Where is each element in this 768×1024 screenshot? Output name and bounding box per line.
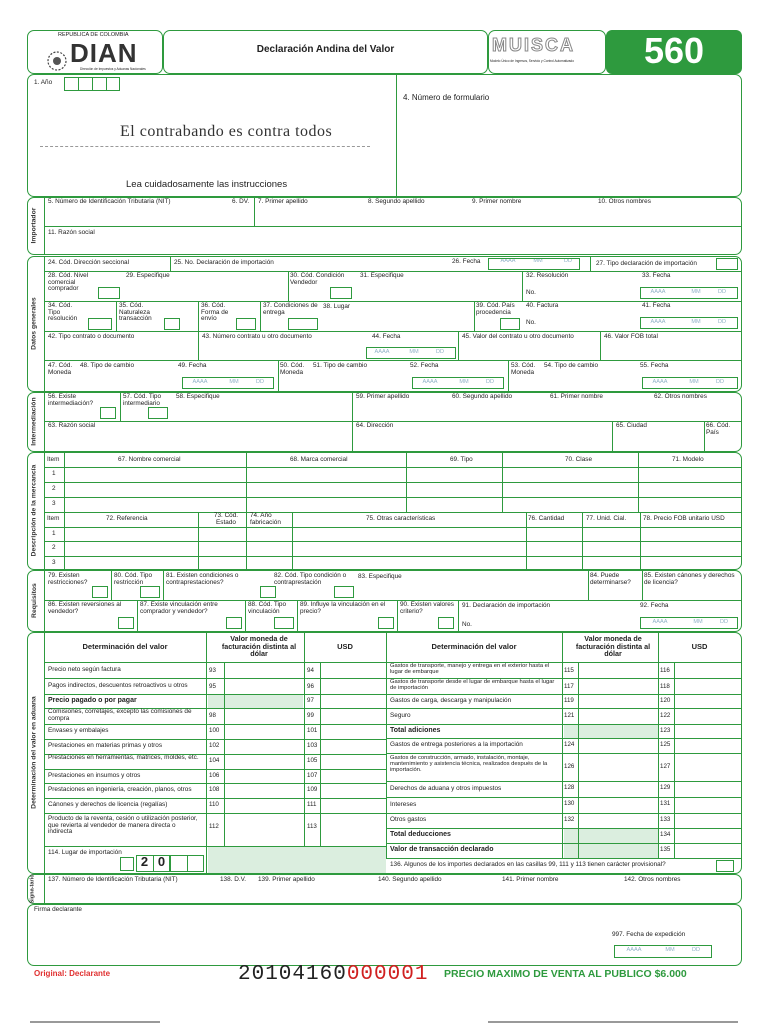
box-num: 98 [209, 712, 216, 719]
field-60-label: 60. Segundo apellido [452, 393, 513, 400]
box-num: 94 [307, 667, 314, 674]
field-27-input[interactable] [716, 258, 738, 270]
box-num: 127 [660, 763, 671, 770]
field-34-input[interactable] [88, 318, 112, 330]
date-997-yyyy: AAAA [626, 947, 642, 953]
val-right-label: Gastos de construcción, armado, instalación, montaje, mantenimiento y asistencia técnica, realizados después de la importación. [390, 755, 548, 774]
field-43-label: 43. Número contrato u otro documento [202, 333, 312, 340]
box-num: 134 [660, 831, 671, 838]
date-49-mm: MM [229, 379, 239, 385]
form-number: 560 [643, 30, 705, 71]
date-92-input[interactable] [640, 617, 738, 629]
date-33-yyyy: AAAA [650, 289, 666, 295]
val-left-label: Producto de la reventa, cesión o utilización posterior, que revierta al vendedor de manera directa o indirecta [48, 815, 198, 836]
date-41-dd: DD [717, 319, 727, 325]
goods-row-2b: 2 [52, 544, 56, 551]
field-6-label: 6. DV. [232, 198, 250, 205]
field-91-label: 91. Declaración de importación [462, 602, 551, 609]
val-right-label: Seguro [390, 712, 411, 719]
year-prefix-digit: 2 [140, 854, 149, 869]
republic-label: REPUBLICA DE COLOMBIA [58, 32, 129, 38]
box-num: 96 [307, 683, 314, 690]
field-90-input[interactable] [438, 617, 454, 629]
field-61-label: 61. Primer nombre [550, 393, 603, 400]
box-num: 123 [660, 727, 671, 734]
date-33-mm: MM [691, 289, 701, 295]
box-num: 93 [209, 667, 216, 674]
box-num: 100 [209, 727, 220, 734]
field-79-input[interactable] [92, 586, 108, 598]
col-det-left: Determinación del valor [82, 642, 168, 651]
date-52-yyyy: AAAA [422, 379, 438, 385]
box-num: 122 [660, 712, 671, 719]
section-importador-label: Importador [30, 208, 38, 244]
goods-row-3b: 3 [52, 559, 56, 566]
form-number-label: 4. Número de formulario [403, 93, 490, 102]
val-left-label: Prestaciones en materias primas y otros [48, 742, 163, 749]
field-41-label: 41. Fecha [642, 302, 671, 309]
box-num: 135 [660, 846, 671, 853]
field-72-label: 72. Referencia [106, 515, 148, 522]
date-41-input[interactable] [640, 317, 738, 329]
firma-label: Firma declarante [34, 906, 82, 913]
date-41-yyyy: AAAA [650, 319, 666, 325]
box-num: 129 [660, 784, 671, 791]
date-55-input[interactable] [642, 377, 738, 389]
field-32-label: 32. Resolución [526, 272, 569, 279]
col-moneda-left: Valor moneda de facturación distinta al dólar [221, 634, 297, 659]
field-85-label: 85. Existen cánones y derechos de licencia? [644, 572, 735, 586]
year-label: 1. Año [34, 79, 53, 86]
field-80-label: 80. Cód. Tipo restricción [114, 572, 153, 586]
field-30-label: 30. Cód. Condición Vendedor [290, 272, 345, 286]
field-39-input[interactable] [500, 318, 520, 330]
field-68-label: 68. Marca comercial [290, 456, 348, 463]
box-num: 128 [564, 784, 575, 791]
field-26-label: 26. Fecha [452, 258, 481, 265]
field-56-input[interactable] [100, 407, 116, 419]
field-88-input[interactable] [274, 617, 294, 629]
date-44-mm: MM [409, 349, 419, 355]
box-num: 112 [209, 823, 219, 830]
form-title: Declaración Andina del Valor [256, 44, 395, 55]
box-num: 104 [209, 757, 220, 764]
date-26-yyyy: AAAA [500, 258, 516, 264]
signer-nit-input[interactable] [48, 886, 248, 902]
field-44-label: 44. Fecha [372, 333, 401, 340]
date-41-mm: MM [691, 319, 701, 325]
date-55-yyyy: AAAA [652, 379, 668, 385]
val-right-label: Valor de transacción declarado [390, 846, 494, 853]
field-54-label: 54. Tipo de cambio [544, 362, 598, 369]
val-right-label: Gastos de entrega posteriores a la importación [390, 741, 523, 748]
col-moneda-right: Valor moneda de facturación distinta al dólar [575, 634, 651, 659]
field-55-label: 55. Fecha [640, 362, 669, 369]
field-83-label: 83. Especifique [358, 573, 402, 580]
box-num: 99 [307, 712, 314, 719]
box-num: 125 [660, 741, 671, 748]
field-82-label: 82. Cód. Tipo condición o contraprestación [274, 572, 347, 586]
field-57-label: 57. Cód. Tipo intermediario [123, 393, 162, 407]
field-66-label: 66. Cód. País [706, 422, 731, 436]
val-right-label: Gastos de transporte desde el lugar de embarque hasta el lugar de importación [390, 679, 555, 692]
dian-logo-text: DIAN [70, 38, 138, 68]
field-57-input[interactable] [148, 407, 168, 419]
field-51-label: 51. Tipo de cambio [313, 362, 367, 369]
box-num: 130 [564, 800, 575, 807]
field-59-label: 59. Primer apellido [356, 393, 410, 400]
field-74-label: 74. Año fabricación [250, 512, 281, 526]
field-69-label: 69. Tipo [450, 456, 473, 463]
val-left-label: Envases y embalajes [48, 727, 109, 734]
box-num: 110 [209, 801, 219, 808]
date-33-dd: DD [717, 289, 727, 295]
field-73-label: 73. Cód. Estado [213, 512, 239, 526]
box-num: 131 [660, 800, 671, 807]
date-33-input[interactable] [640, 287, 738, 299]
val-right-label: Otros gastos [390, 816, 427, 823]
box-num: 132 [564, 816, 575, 823]
section-mercancia-label: Descripción de la mercancía [30, 465, 38, 557]
date-52-input[interactable] [412, 377, 504, 389]
field-10-label: 10. Otros nombres [598, 198, 651, 205]
field-90-label: 90. Existen valores criterio? [400, 601, 454, 615]
val-right-label: Intereses [390, 801, 417, 808]
val-left-label: Prestaciones en herramientas, matrices, moldes, etc. [48, 754, 199, 761]
date-44-input[interactable] [366, 347, 456, 359]
date-49-input[interactable] [182, 377, 274, 389]
val-right-label: Gastos de transporte, manejo y entrega en el exterior hasta el lugar de embarque [390, 663, 550, 676]
goods-item-header-2: Item [47, 515, 60, 522]
field-53-label: 53. Cód. Moneda [511, 362, 536, 376]
val-left-label: Precio pagado o por pagar [48, 697, 137, 704]
field-114-input[interactable] [120, 857, 134, 871]
field-63-label: 63. Razón social [48, 422, 96, 429]
goods-row-2: 2 [52, 485, 56, 492]
box-num: 111 [307, 801, 317, 808]
field-58-label: 58. Especifique [176, 393, 220, 400]
box-num: 106 [209, 772, 220, 779]
date-92-dd: DD [719, 619, 729, 625]
field-80-input[interactable] [140, 586, 160, 598]
field-56-label: 56. Existe intermediación? [48, 393, 94, 407]
box-num: 121 [564, 712, 575, 719]
field-47-label: 47. Cód. Moneda [48, 362, 73, 376]
signature-area[interactable] [34, 916, 594, 962]
field-42-label: 42. Tipo contrato o documento [48, 333, 135, 340]
val-left-label: Precio neto según factura [48, 666, 121, 673]
section-determinacion-label: Determinación del valor en aduana [30, 696, 38, 810]
field-87-input[interactable] [226, 617, 242, 629]
date-997-input[interactable] [614, 945, 712, 958]
field-39-label: 39. Cód. País procedencia [476, 302, 515, 316]
date-49-dd: DD [255, 379, 265, 385]
nit-input[interactable] [48, 208, 238, 226]
field-114-label: 114. Lugar de importación [48, 849, 122, 856]
field-46-label: 46. Valor FOB total [604, 333, 658, 340]
dian-logo-subtitle: Dirección de Impuestos y Aduanas Nacionales [80, 67, 146, 71]
box-num: 103 [307, 742, 318, 749]
val-left-label: Cánones y derechos de licencia (regalías) [48, 801, 168, 808]
box-num: 126 [564, 763, 575, 770]
field-11-label: 11. Razón social [48, 229, 95, 236]
field-140-label: 140. Segundo apellido [378, 876, 442, 883]
col-usd-left: USD [337, 642, 353, 651]
box-num: 120 [660, 697, 671, 704]
box-num: 117 [564, 683, 574, 690]
field-79-label: 79. Existen restricciones? [48, 572, 88, 586]
instructions-text: Lea cuidadosamente las instrucciones [126, 179, 288, 190]
field-37-label: 37. Condiciones de entrega [263, 302, 318, 316]
goods-row-3: 3 [52, 500, 56, 507]
val-left-label: Comisiones, corretajes, excepto las comisiones de compra [48, 708, 192, 722]
original-label: Original: Declarante [34, 969, 111, 978]
field-139-label: 139. Primer apellido [258, 876, 315, 883]
col-det-right: Determinación del valor [431, 642, 517, 651]
val-left-label: Prestaciones en insumos y otros [48, 772, 141, 779]
field-81-label: 81. Existen condiciones o contraprestaciones? [166, 572, 239, 586]
slogan: El contrabando es contra todos [120, 123, 333, 140]
box-num: 108 [209, 786, 220, 793]
date-52-dd: DD [485, 379, 495, 385]
section-datos-label: Datos generales [30, 297, 38, 351]
field-81-input[interactable] [260, 586, 276, 598]
date-997-dd: DD [691, 947, 701, 953]
razon-social-input[interactable] [48, 238, 738, 253]
serial-suffix: 000001 [346, 963, 429, 986]
field-37-input[interactable] [288, 318, 318, 330]
field-78-label: 78. Precio FOB unitario USD [643, 515, 725, 522]
field-25-label: 25. No. Declaración de importación [174, 259, 274, 266]
field-27-label: 27. Tipo declaración de importación [596, 260, 697, 267]
field-92-label: 92. Fecha [640, 602, 669, 609]
box-num: 105 [307, 757, 318, 764]
box-num: 116 [660, 667, 670, 674]
muisca-subtitle: Modelo Único de Ingresos, Servicio y Control Automatizado [490, 59, 574, 63]
section-requisitos-label: Requisitos [30, 583, 38, 619]
date-44-dd: DD [435, 349, 445, 355]
field-75-label: 75. Otras características [366, 515, 436, 522]
field-89-label: 89. Influye la vinculación en el precio? [300, 601, 386, 615]
field-5-label: 5. Número de Identificación Tributaria (NIT) [48, 198, 171, 205]
muisca-logo: MUISCA [492, 35, 575, 55]
field-9-label: 9. Primer nombre [472, 198, 522, 205]
field-70-label: 70. Clase [565, 456, 592, 463]
field-137-label: 137. Número de Identificación Tributaria (NIT) [48, 876, 178, 883]
val-left-label: Pagos indirectos, descuentos retroactivos u otros [48, 682, 188, 689]
field-45-label: 45. Valor del contrato u otro documento [462, 333, 574, 340]
box-num: 95 [209, 683, 216, 690]
serial-prefix: 20104160 [238, 963, 347, 986]
date-44-yyyy: AAAA [374, 349, 390, 355]
serial-number [238, 964, 428, 986]
section-intermediacion-label: Intermediación [30, 397, 38, 447]
precio-label: PRECIO MAXIMO DE VENTA AL PUBLICO $6.000 [444, 968, 687, 980]
field-35-input[interactable] [164, 318, 180, 330]
field-50-label: 50. Cód. Moneda [280, 362, 305, 376]
field-82-input[interactable] [334, 586, 354, 598]
box-num: 113 [307, 823, 317, 830]
field-35-label: 35. Cód. Naturaleza transacción [119, 302, 152, 323]
val-right-label: Derechos de aduana y otros impuestos [390, 785, 502, 792]
field-28-input[interactable] [98, 287, 120, 299]
field-86-label: 86. Existen reversiones al vendedor? [48, 601, 122, 615]
date-26-dd: DD [563, 258, 573, 264]
goods-row-1b: 1 [52, 530, 56, 537]
field-88-label: 88. Cód. Tipo vinculación [248, 601, 287, 615]
year-prefix-digit: 0 [157, 854, 166, 869]
field-52-label: 52. Fecha [410, 362, 439, 369]
box-num: 133 [660, 816, 671, 823]
date-55-dd: DD [715, 379, 725, 385]
date-997-mm: MM [665, 947, 675, 953]
field-87-label: 87. Existe vinculación entre comprador y vendedor? [140, 601, 218, 615]
field-36-input[interactable] [236, 318, 256, 330]
field-142-label: 142. Otros nombres [624, 876, 681, 883]
field-49-label: 49. Fecha [178, 362, 207, 369]
field-91-no-label: No. [462, 621, 472, 628]
date-92-mm: MM [693, 619, 703, 625]
section-firma-label: Signa-tario [30, 874, 37, 904]
field-138-label: 138. D.V. [220, 876, 247, 883]
field-31-label: 31. Especifique [360, 272, 404, 279]
val-right-label: Gastos de carga, descarga y manipulación [390, 697, 512, 704]
field-34-label: 34. Cód. Tipo resolución [48, 302, 78, 323]
val-right-label: Total deducciones [390, 831, 451, 838]
box-num: 124 [564, 741, 575, 748]
field-84-label: 84. Puede determinarse? [590, 572, 631, 586]
field-89-input[interactable] [378, 617, 394, 629]
field-77-label: 77. Unid. Cial. [586, 515, 627, 522]
date-26-input[interactable] [488, 258, 580, 270]
dian-logo-icon [44, 50, 70, 72]
field-71-label: 71. Modelo [672, 456, 704, 463]
date-55-mm: MM [689, 379, 699, 385]
field-141-label: 141. Primer nombre [502, 876, 559, 883]
val-right-label: Total adiciones [390, 727, 441, 734]
goods-item-header: Item [47, 456, 60, 463]
box-num: 119 [564, 697, 574, 704]
box-num: 101 [307, 727, 318, 734]
field-33-label: 33. Fecha [642, 272, 671, 279]
box-num: 97 [307, 697, 314, 704]
box-num: 102 [209, 742, 220, 749]
field-48-label: 48. Tipo de cambio [80, 362, 134, 369]
field-136-input[interactable] [716, 860, 734, 872]
date-92-yyyy: AAAA [652, 619, 668, 625]
field-136-label: 136. Algunos de los importes declarados en las casillas 99, 111 y 113 tienen carácter provisional? [390, 861, 666, 868]
field-40-no-label: No. [526, 319, 536, 326]
field-86-input[interactable] [118, 617, 134, 629]
field-8-label: 8. Segundo apellido [368, 198, 425, 205]
field-32-no-label: No. [526, 289, 536, 296]
field-62-label: 62. Otros nombres [654, 393, 707, 400]
box-num: 115 [564, 667, 574, 674]
box-num: 118 [660, 683, 670, 690]
date-49-yyyy: AAAA [192, 379, 208, 385]
field-38-label: 38. Lugar [323, 303, 351, 310]
field-40-label: 40. Factura [526, 302, 559, 309]
left-shade-97 [208, 694, 303, 708]
field-36-label: 36. Cód. Forma de envío [201, 302, 229, 323]
field-7-label: 7. Primer apellido [258, 198, 308, 205]
left-shade-114 [208, 846, 386, 873]
goods-row-1: 1 [52, 470, 56, 477]
section-mercancia [27, 452, 742, 570]
field-28-label: 28. Cód. Nivel comercial comprador [48, 272, 89, 293]
box-num: 107 [307, 772, 318, 779]
col-usd-right: USD [691, 642, 708, 651]
field-65-label: 65. Ciudad [616, 422, 647, 429]
field-997-label: 997. Fecha de expedición [612, 931, 686, 938]
field-64-label: 64. Dirección [356, 422, 394, 429]
field-67-label: 67. Nombre comercial [118, 456, 181, 463]
box-num: 109 [307, 786, 318, 793]
field-24-label: 24. Cód. Dirección seccional [48, 259, 129, 266]
field-30-input[interactable] [330, 287, 352, 299]
val-left-label: Prestaciones en ingeniería, creación, planos, otros [48, 786, 192, 793]
field-76-label: 76. Cantidad [528, 515, 565, 522]
date-52-mm: MM [459, 379, 469, 385]
date-26-mm: MM [533, 258, 543, 264]
field-29-label: 29. Especifique [126, 272, 170, 279]
